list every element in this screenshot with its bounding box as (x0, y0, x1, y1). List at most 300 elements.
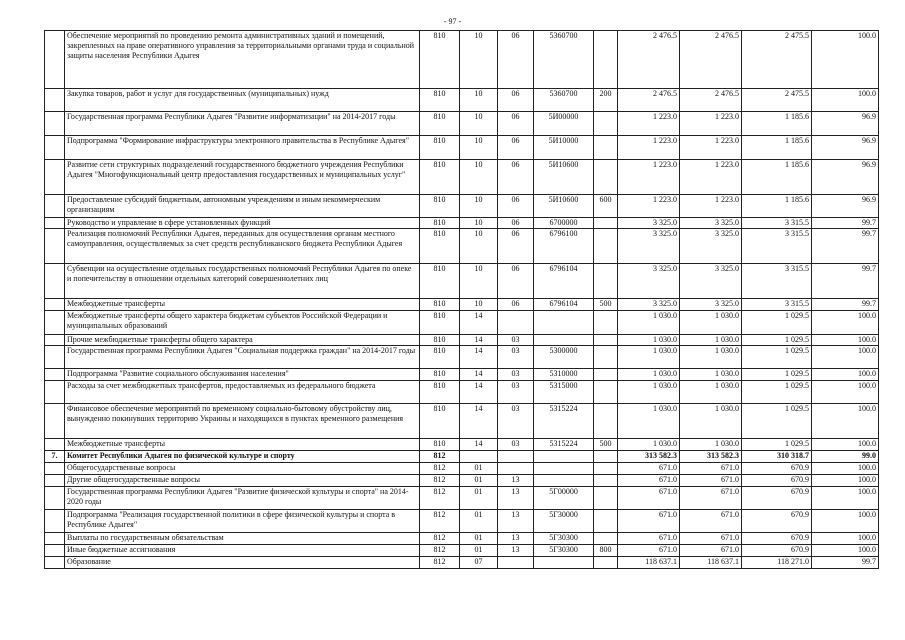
target-article-code: 5И10600 (534, 195, 594, 218)
row-name: Расходы за счет межбюджетных трансфертов, предоставляемых из федерального бюджета (65, 381, 420, 404)
row-name: Межбюджетные трансферты (65, 299, 420, 311)
row-number (45, 31, 65, 89)
refined-amount: 671.0 (680, 533, 742, 545)
subsection-code: 03 (498, 369, 534, 381)
executed-amount: 1 185.6 (742, 160, 812, 195)
execution-percent: 100.0 (812, 463, 879, 475)
ved-code: 812 (420, 533, 460, 545)
row-number (45, 404, 65, 439)
section-code: 14 (460, 335, 498, 346)
approved-amount: 3 325.0 (618, 264, 680, 299)
row-name: Субвенции на осуществление отдельных государственных полномочий Республики Адыгея по опеке и попечительству в отношении отдельных категорий совершеннолетних лиц (65, 264, 420, 299)
executed-amount: 3 315.5 (742, 299, 812, 311)
approved-amount: 1 030.0 (618, 404, 680, 439)
page-number: - 97 - (443, 17, 462, 26)
execution-percent: 100.0 (812, 346, 879, 369)
row-number: 7. (45, 451, 65, 463)
section-code: 14 (460, 381, 498, 404)
ved-code: 812 (420, 475, 460, 487)
target-article-code (534, 557, 594, 569)
target-article-code: 5360700 (534, 31, 594, 89)
section-code: 10 (460, 195, 498, 218)
section-code: 01 (460, 463, 498, 475)
executed-amount: 670.9 (742, 510, 812, 533)
row-number (45, 369, 65, 381)
row-name: Межбюджетные трансферты общего характера бюджетам субъектов Российской Федерации и муниципальных образований (65, 311, 420, 335)
executed-amount: 1 029.5 (742, 381, 812, 404)
section-code: 01 (460, 545, 498, 557)
refined-amount: 1 030.0 (680, 311, 742, 335)
execution-percent: 96.9 (812, 136, 879, 160)
row-name: Межбюджетные трансферты (65, 439, 420, 451)
row-number (45, 346, 65, 369)
subsection-code: 03 (498, 439, 534, 451)
table-row (45, 451, 879, 463)
expense-type-code (594, 311, 618, 335)
expense-type-code (594, 335, 618, 346)
ved-code: 810 (420, 335, 460, 346)
refined-amount: 3 325.0 (680, 264, 742, 299)
row-number (45, 533, 65, 545)
approved-amount: 2 476.5 (618, 31, 680, 89)
table-row (45, 381, 879, 404)
target-article-code: 5360700 (534, 89, 594, 112)
ved-code: 812 (420, 451, 460, 463)
ved-code: 810 (420, 311, 460, 335)
target-article-code (534, 311, 594, 335)
executed-amount: 3 315.5 (742, 218, 812, 229)
execution-percent: 100.0 (812, 31, 879, 89)
expense-type-code (594, 136, 618, 160)
row-number (45, 136, 65, 160)
table-row (45, 557, 879, 569)
refined-amount: 1 030.0 (680, 381, 742, 404)
ved-code: 812 (420, 545, 460, 557)
subsection-code: 13 (498, 545, 534, 557)
ved-code: 810 (420, 89, 460, 112)
row-number (45, 439, 65, 451)
table-row (45, 404, 879, 439)
row-number (45, 218, 65, 229)
table-row (45, 369, 879, 381)
ved-code: 810 (420, 439, 460, 451)
table-row (45, 533, 879, 545)
executed-amount: 310 318.7 (742, 451, 812, 463)
refined-amount: 3 325.0 (680, 229, 742, 264)
expense-type-code (594, 346, 618, 369)
target-article-code: 6796104 (534, 264, 594, 299)
expense-type-code (594, 31, 618, 89)
execution-percent: 100.0 (812, 475, 879, 487)
expense-type-code (594, 533, 618, 545)
table-row (45, 31, 879, 89)
target-article-code: 5315224 (534, 439, 594, 451)
target-article-code: 6796104 (534, 299, 594, 311)
refined-amount: 1 223.0 (680, 160, 742, 195)
approved-amount: 671.0 (618, 545, 680, 557)
approved-amount: 3 325.0 (618, 229, 680, 264)
executed-amount: 1 185.6 (742, 112, 812, 136)
table-row (45, 136, 879, 160)
execution-percent: 100.0 (812, 487, 879, 510)
expense-type-code (594, 112, 618, 136)
ved-code: 810 (420, 31, 460, 89)
refined-amount: 118 637.1 (680, 557, 742, 569)
approved-amount: 671.0 (618, 463, 680, 475)
target-article-code: 5И00000 (534, 112, 594, 136)
section-code: 01 (460, 510, 498, 533)
ved-code: 810 (420, 369, 460, 381)
ved-code: 810 (420, 381, 460, 404)
approved-amount: 2 476.5 (618, 89, 680, 112)
section-code: 14 (460, 439, 498, 451)
row-name: Подпрограмма "Формирование инфраструктуры электронного правительства в Республике Адыгея" (65, 136, 420, 160)
execution-percent: 99.7 (812, 229, 879, 264)
target-article-code: 6796100 (534, 229, 594, 264)
subsection-code: 06 (498, 31, 534, 89)
row-number (45, 229, 65, 264)
row-number (45, 112, 65, 136)
ved-code: 810 (420, 229, 460, 264)
approved-amount: 1 030.0 (618, 439, 680, 451)
row-name: Государственная программа Республики Адыгея "Социальная поддержка граждан" на 2014-2017 годы (65, 346, 420, 369)
table-row (45, 487, 879, 510)
expense-type-code (594, 381, 618, 404)
expense-type-code (594, 475, 618, 487)
subsection-code: 06 (498, 160, 534, 195)
subsection-code: 13 (498, 510, 534, 533)
refined-amount: 1 030.0 (680, 346, 742, 369)
target-article-code: 5310000 (534, 369, 594, 381)
subsection-code: 06 (498, 195, 534, 218)
approved-amount: 1 030.0 (618, 381, 680, 404)
expense-type-code (594, 404, 618, 439)
section-code: 01 (460, 533, 498, 545)
executed-amount: 1 029.5 (742, 439, 812, 451)
expense-type-code: 200 (594, 89, 618, 112)
ved-code: 810 (420, 346, 460, 369)
executed-amount: 670.9 (742, 463, 812, 475)
section-code: 01 (460, 475, 498, 487)
row-name: Реализация полномочий Республики Адыгея, переданных для осуществления органам местного самоуправления, осуществляемых за счет средств республиканского бюджета Республики Адыгея (65, 229, 420, 264)
row-name: Предоставление субсидий бюджетным, автономным учреждениям и иным некоммерческим организациям (65, 195, 420, 218)
target-article-code: 5Г30000 (534, 510, 594, 533)
refined-amount: 2 476.5 (680, 31, 742, 89)
ved-code: 810 (420, 160, 460, 195)
refined-amount: 1 223.0 (680, 136, 742, 160)
approved-amount: 1 030.0 (618, 346, 680, 369)
row-number (45, 335, 65, 346)
approved-amount: 1 030.0 (618, 335, 680, 346)
row-number (45, 160, 65, 195)
row-number (45, 545, 65, 557)
row-name: Комитет Республики Адыгея по физической культуре и спорту (65, 451, 420, 463)
refined-amount: 671.0 (680, 510, 742, 533)
row-number (45, 557, 65, 569)
approved-amount: 671.0 (618, 475, 680, 487)
section-code: 10 (460, 160, 498, 195)
executed-amount: 670.9 (742, 487, 812, 510)
approved-amount: 1 223.0 (618, 160, 680, 195)
table-row (45, 439, 879, 451)
execution-percent: 100.0 (812, 510, 879, 533)
approved-amount: 671.0 (618, 487, 680, 510)
ved-code: 810 (420, 299, 460, 311)
refined-amount: 671.0 (680, 545, 742, 557)
subsection-code: 03 (498, 335, 534, 346)
subsection-code (498, 557, 534, 569)
subsection-code: 03 (498, 381, 534, 404)
target-article-code (534, 335, 594, 346)
row-name: Обеспечение мероприятий по проведению ремонта административных зданий и помещений, закрепленных на праве оперативного управления за территориальными органами труда и социальной защиты населения Республики Адыгея (65, 31, 420, 89)
refined-amount: 2 476.5 (680, 89, 742, 112)
approved-amount: 671.0 (618, 533, 680, 545)
execution-percent: 99.7 (812, 557, 879, 569)
execution-percent: 100.0 (812, 381, 879, 404)
expense-type-code (594, 229, 618, 264)
execution-percent: 100.0 (812, 335, 879, 346)
ved-code: 810 (420, 195, 460, 218)
ved-code: 810 (420, 112, 460, 136)
table-row (45, 545, 879, 557)
row-number (45, 475, 65, 487)
executed-amount: 1 185.6 (742, 195, 812, 218)
target-article-code: 5315000 (534, 381, 594, 404)
row-name: Государственная программа Республики Адыгея "Развитие физической культуры и спорта" на 2014-2020 годы (65, 487, 420, 510)
execution-percent: 100.0 (812, 369, 879, 381)
ved-code: 810 (420, 136, 460, 160)
executed-amount: 1 029.5 (742, 346, 812, 369)
executed-amount: 3 315.5 (742, 264, 812, 299)
executed-amount: 1 029.5 (742, 311, 812, 335)
table-row (45, 299, 879, 311)
refined-amount: 671.0 (680, 463, 742, 475)
row-name: Руководство и управление в сфере установленных функций (65, 218, 420, 229)
subsection-code: 13 (498, 533, 534, 545)
execution-percent: 99.7 (812, 299, 879, 311)
row-number (45, 510, 65, 533)
target-article-code (534, 463, 594, 475)
table-row (45, 195, 879, 218)
execution-percent: 100.0 (812, 439, 879, 451)
subsection-code: 06 (498, 229, 534, 264)
refined-amount: 1 030.0 (680, 404, 742, 439)
subsection-code: 06 (498, 112, 534, 136)
execution-percent: 99.0 (812, 451, 879, 463)
subsection-code: 03 (498, 404, 534, 439)
executed-amount: 1 029.5 (742, 404, 812, 439)
row-name: Финансовое обеспечение мероприятий по временному социально-бытовому обустройству лиц, вынужденно покинувших территорию Украины и находящихся в пунктах временного размещения (65, 404, 420, 439)
section-code: 10 (460, 264, 498, 299)
subsection-code: 06 (498, 89, 534, 112)
expense-type-code (594, 218, 618, 229)
subsection-code: 06 (498, 136, 534, 160)
approved-amount: 313 582.3 (618, 451, 680, 463)
section-code: 01 (460, 487, 498, 510)
row-number (45, 381, 65, 404)
section-code: 14 (460, 311, 498, 335)
refined-amount: 1 030.0 (680, 439, 742, 451)
section-code: 07 (460, 557, 498, 569)
expense-type-code (594, 369, 618, 381)
ved-code: 812 (420, 557, 460, 569)
target-article-code: 5Г30300 (534, 545, 594, 557)
target-article-code: 5300000 (534, 346, 594, 369)
subsection-code: 06 (498, 218, 534, 229)
table-row (45, 160, 879, 195)
expense-type-code (594, 451, 618, 463)
executed-amount: 118 271.0 (742, 557, 812, 569)
table-row (45, 112, 879, 136)
approved-amount: 1 223.0 (618, 112, 680, 136)
ved-code: 812 (420, 487, 460, 510)
target-article-code: 5315224 (534, 404, 594, 439)
section-code: 14 (460, 369, 498, 381)
table-row (45, 264, 879, 299)
subsection-code: 13 (498, 487, 534, 510)
section-code (460, 451, 498, 463)
expense-type-code (594, 487, 618, 510)
target-article-code: 5Г30300 (534, 533, 594, 545)
executed-amount: 2 475.5 (742, 89, 812, 112)
executed-amount: 1 185.6 (742, 136, 812, 160)
executed-amount: 2 475.5 (742, 31, 812, 89)
execution-percent: 100.0 (812, 545, 879, 557)
expense-type-code (594, 463, 618, 475)
expense-type-code: 600 (594, 195, 618, 218)
refined-amount: 1 030.0 (680, 335, 742, 346)
target-article-code: 5И10000 (534, 136, 594, 160)
subsection-code (498, 311, 534, 335)
refined-amount: 3 325.0 (680, 299, 742, 311)
table-row (45, 229, 879, 264)
subsection-code: 06 (498, 264, 534, 299)
ved-code: 810 (420, 218, 460, 229)
execution-percent: 100.0 (812, 404, 879, 439)
refined-amount: 671.0 (680, 475, 742, 487)
executed-amount: 670.9 (742, 533, 812, 545)
row-number (45, 487, 65, 510)
section-code: 10 (460, 218, 498, 229)
ved-code: 810 (420, 264, 460, 299)
refined-amount: 313 582.3 (680, 451, 742, 463)
section-code: 10 (460, 89, 498, 112)
executed-amount: 670.9 (742, 545, 812, 557)
section-code: 14 (460, 346, 498, 369)
row-name: Другие общегосударственные вопросы (65, 475, 420, 487)
expense-type-code (594, 264, 618, 299)
expense-type-code (594, 160, 618, 195)
row-number (45, 299, 65, 311)
row-number (45, 264, 65, 299)
subsection-code (498, 463, 534, 475)
approved-amount: 671.0 (618, 510, 680, 533)
row-name: Иные бюджетные ассигнования (65, 545, 420, 557)
target-article-code: 6700000 (534, 218, 594, 229)
row-name: Подпрограмма "Реализация государственной политики в сфере физической культуры и спорта в Республике Адыгея" (65, 510, 420, 533)
table-row (45, 218, 879, 229)
subsection-code: 13 (498, 475, 534, 487)
budget-table (44, 30, 879, 569)
row-number (45, 311, 65, 335)
row-name: Закупка товаров, работ и услуг для государственных (муниципальных) нужд (65, 89, 420, 112)
table-row (45, 335, 879, 346)
row-name: Выплаты по государственным обязательствам (65, 533, 420, 545)
table-row (45, 510, 879, 533)
row-name: Подпрограмма "Развитие социального обслуживания населения" (65, 369, 420, 381)
row-name: Прочие межбюджетные трансферты общего характера (65, 335, 420, 346)
row-number (45, 463, 65, 475)
section-code: 10 (460, 299, 498, 311)
subsection-code (498, 451, 534, 463)
execution-percent: 96.9 (812, 112, 879, 136)
execution-percent: 96.9 (812, 195, 879, 218)
refined-amount: 1 223.0 (680, 112, 742, 136)
approved-amount: 3 325.0 (618, 299, 680, 311)
expense-type-code: 500 (594, 439, 618, 451)
executed-amount: 1 029.5 (742, 369, 812, 381)
execution-percent: 100.0 (812, 311, 879, 335)
execution-percent: 99.7 (812, 264, 879, 299)
table-row (45, 475, 879, 487)
row-name: Общегосударственные вопросы (65, 463, 420, 475)
ved-code: 812 (420, 510, 460, 533)
approved-amount: 1 030.0 (618, 311, 680, 335)
table-row (45, 463, 879, 475)
ved-code: 810 (420, 404, 460, 439)
section-code: 10 (460, 229, 498, 264)
execution-percent: 100.0 (812, 89, 879, 112)
row-name: Развитие сети структурных подразделений государственного бюджетного учреждения Республики Адыгея "Многофункциональный центр предоставления государственных и муниципальных услуг" (65, 160, 420, 195)
target-article-code (534, 475, 594, 487)
approved-amount: 1 223.0 (618, 136, 680, 160)
table-row (45, 311, 879, 335)
approved-amount: 3 325.0 (618, 218, 680, 229)
subsection-code: 03 (498, 346, 534, 369)
execution-percent: 99.7 (812, 218, 879, 229)
expense-type-code: 800 (594, 545, 618, 557)
executed-amount: 3 315.5 (742, 229, 812, 264)
executed-amount: 1 029.5 (742, 335, 812, 346)
section-code: 14 (460, 404, 498, 439)
target-article-code (534, 451, 594, 463)
expense-type-code (594, 557, 618, 569)
section-code: 10 (460, 136, 498, 160)
approved-amount: 118 637.1 (618, 557, 680, 569)
execution-percent: 96.9 (812, 160, 879, 195)
refined-amount: 3 325.0 (680, 218, 742, 229)
ved-code: 812 (420, 463, 460, 475)
refined-amount: 671.0 (680, 487, 742, 510)
expense-type-code: 500 (594, 299, 618, 311)
subsection-code: 06 (498, 299, 534, 311)
row-number (45, 89, 65, 112)
row-name: Государственная программа Республики Адыгея "Развитие информатизации" на 2014-2017 годы (65, 112, 420, 136)
target-article-code: 5Г00000 (534, 487, 594, 510)
table-row (45, 346, 879, 369)
refined-amount: 1 030.0 (680, 369, 742, 381)
approved-amount: 1 223.0 (618, 195, 680, 218)
row-name: Образование (65, 557, 420, 569)
expense-type-code (594, 510, 618, 533)
row-number (45, 195, 65, 218)
execution-percent: 100.0 (812, 533, 879, 545)
section-code: 10 (460, 112, 498, 136)
table-row (45, 89, 879, 112)
section-code: 10 (460, 31, 498, 89)
target-article-code: 5И10600 (534, 160, 594, 195)
approved-amount: 1 030.0 (618, 369, 680, 381)
